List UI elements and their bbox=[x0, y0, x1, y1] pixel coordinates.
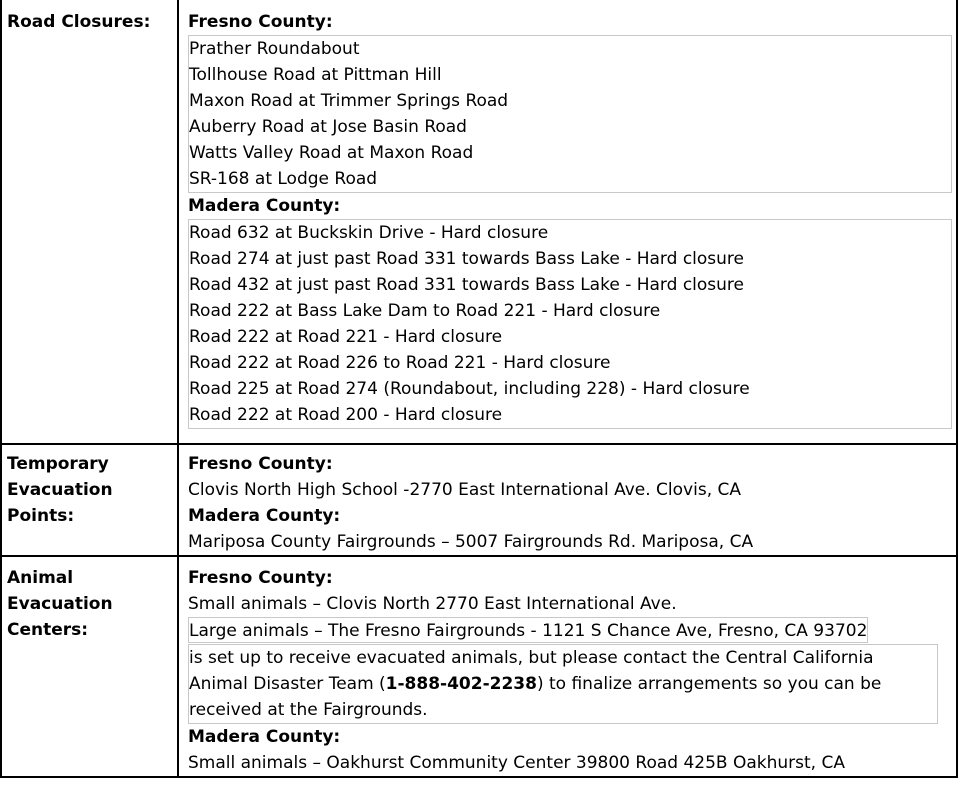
list-item: Road 222 at Road 221 - Hard closure bbox=[189, 327, 503, 347]
list-item: SR-168 at Lodge Road bbox=[189, 169, 378, 189]
list-item: Small animals – Oakhurst Community Center 39800 Road 425B Oakhurst, CA bbox=[188, 753, 845, 773]
list-item: Road 225 at Road 274 (Roundabout, including 228) - Hard closure bbox=[189, 379, 750, 399]
madera-county-heading: Madera County: bbox=[188, 196, 341, 216]
fresno-county-heading: Fresno County: bbox=[188, 454, 333, 474]
list-item: Clovis North High School -2770 East International Ave. Clovis, CA bbox=[188, 480, 741, 500]
road-closures-row bbox=[1, 0, 957, 444]
evacuation-points-content bbox=[178, 444, 957, 556]
fresno-county-heading: Fresno County: bbox=[188, 12, 333, 32]
list-item: Road 274 at just past Road 331 towards Bass Lake - Hard closure bbox=[189, 249, 744, 269]
list-item: Auberry Road at Jose Basin Road bbox=[189, 117, 467, 137]
list-item: Road 222 at Road 226 to Road 221 - Hard closure bbox=[189, 353, 611, 373]
list-item: Mariposa County Fairgrounds – 5007 Fairgrounds Rd. Mariposa, CA bbox=[188, 532, 754, 552]
list-item: Watts Valley Road at Maxon Road bbox=[189, 143, 474, 163]
fresno-closures-list bbox=[188, 35, 952, 193]
label-line: Animal bbox=[7, 568, 74, 588]
list-item: Prather Roundabout bbox=[189, 39, 360, 59]
animal-centers-row bbox=[1, 556, 957, 777]
note-text: is set up to receive evacuated animals, but please contact the Central California Animal Disaster Team ( bbox=[189, 648, 874, 694]
animal-centers-content bbox=[178, 556, 957, 777]
label-line: Centers: bbox=[7, 620, 89, 640]
madera-county-heading: Madera County: bbox=[188, 727, 341, 747]
list-item: Road 632 at Buckskin Drive - Hard closure bbox=[189, 223, 549, 243]
fresno-county-heading: Fresno County: bbox=[188, 568, 333, 588]
label-line: Evacuation bbox=[7, 594, 113, 614]
note-text: ) to finalize arrangements so you can be received at the Fairgrounds. bbox=[189, 674, 882, 720]
list-item: Maxon Road at Trimmer Springs Road bbox=[189, 91, 509, 111]
road-closures-label: Road Closures: bbox=[1, 0, 178, 444]
animal-centers-label bbox=[1, 556, 178, 777]
madera-closures-list bbox=[188, 219, 952, 429]
list-item: Road 222 at Bass Lake Dam to Road 221 - Hard closure bbox=[189, 301, 661, 321]
phone-number: 1-888-402-2238 bbox=[385, 674, 537, 694]
label-line: Temporary bbox=[7, 454, 109, 474]
list-item: Large animals – The Fresno Fairgrounds - 1121 S Chance Ave, Fresno, CA 93702 bbox=[188, 617, 868, 643]
evacuation-points-row bbox=[1, 444, 957, 556]
animal-note bbox=[188, 644, 938, 724]
list-item: Tollhouse Road at Pittman Hill bbox=[189, 65, 442, 85]
list-item: Road 222 at Road 200 - Hard closure bbox=[189, 405, 503, 425]
list-item: Road 432 at just past Road 331 towards Bass Lake - Hard closure bbox=[189, 275, 744, 295]
evacuation-points-label bbox=[1, 444, 178, 556]
madera-county-heading: Madera County: bbox=[188, 506, 341, 526]
road-closures-content bbox=[178, 0, 957, 444]
label-line: Evacuation Points: bbox=[7, 480, 113, 526]
list-item: Small animals – Clovis North 2770 East International Ave. bbox=[188, 594, 677, 614]
